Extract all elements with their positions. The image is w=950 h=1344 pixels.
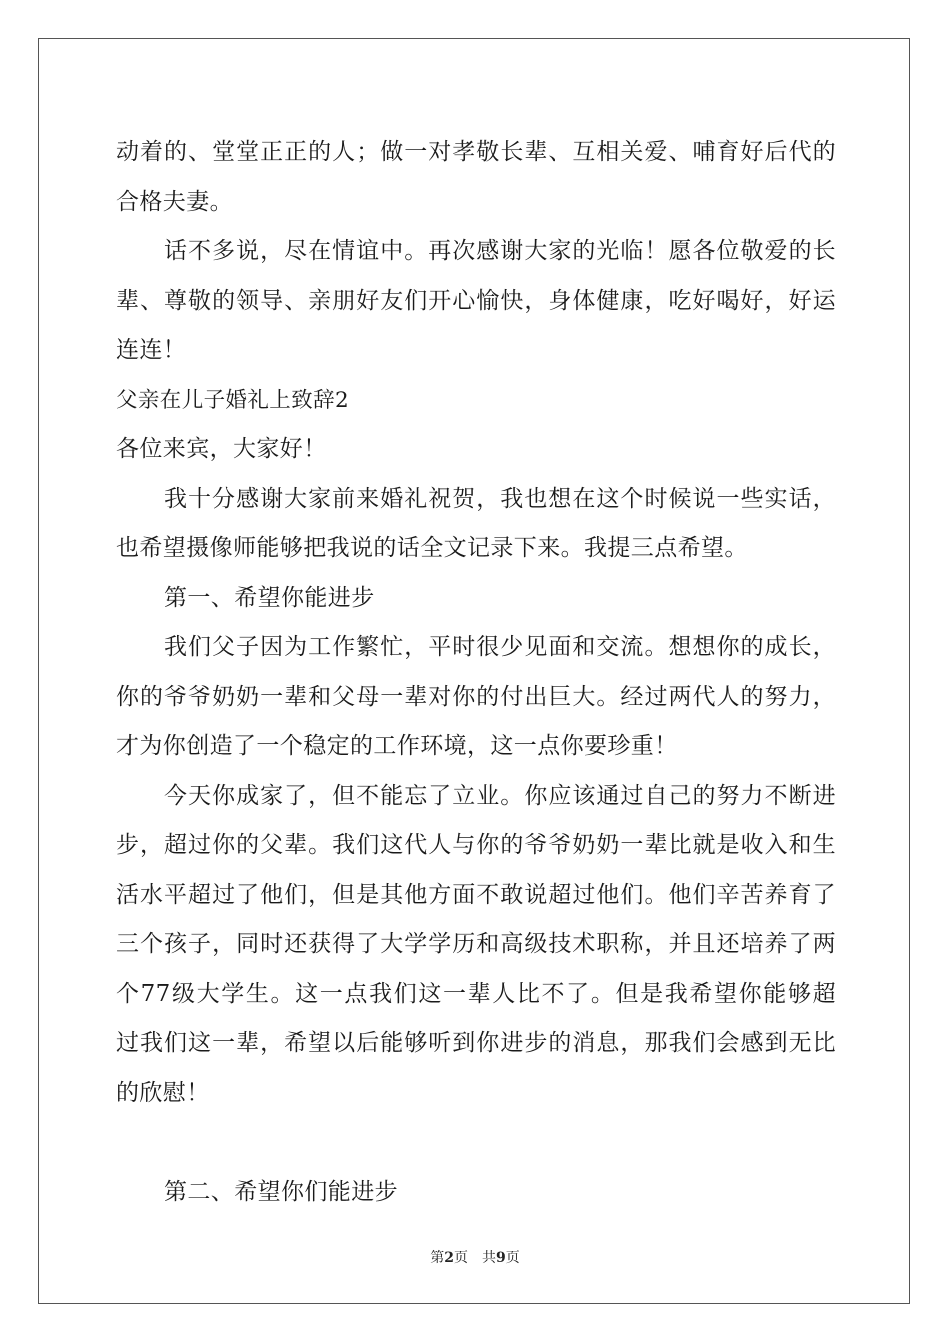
text-line: 也希望摄像师能够把我说的话全文记录下来。我提三点希望。 [116, 535, 748, 561]
text-line: 过我们这一辈，希望以后能够听到你进步的消息，那我们会感到无比 [116, 1030, 836, 1056]
text-line: 个77级大学生。这一点我们这一辈人比不了。但是我希望你能够超 [116, 980, 836, 1007]
point-heading: 第一、希望你能进步 [164, 584, 375, 611]
text-line: 连连！ [116, 337, 187, 363]
page-footer [0, 1247, 950, 1267]
text-line: 的欣慰！ [116, 1079, 210, 1106]
page-suffix: 页 [505, 1250, 520, 1266]
current-page-number: 2 [444, 1250, 454, 1266]
greeting: 各位来宾，大家好！ [116, 436, 327, 462]
page-separator: 页 共 [454, 1250, 496, 1266]
text-line: 才为你创造了一个稳定的工作环境，这一点你要珍重！ [116, 733, 678, 759]
point-heading: 第二、希望你们能进步 [164, 1178, 398, 1205]
text-line: 三个孩子，同时还获得了大学学历和高级技术职称，并且还培养了两 [116, 931, 836, 957]
text-line: 活水平超过了他们，但是其他方面不敢说超过他们。他们辛苦养育了 [116, 881, 836, 908]
page-prefix: 第 [430, 1250, 445, 1266]
section-title: 父亲在儿子婚礼上致辞2 [116, 387, 350, 413]
total-page-count: 9 [496, 1250, 506, 1266]
text-line: 动着的、堂堂正正的人；做一对孝敬长辈、互相关爱、哺育好后代的 [116, 139, 836, 165]
text-line: 步，超过你的父辈。我们这代人与你的爷爷奶奶一辈比就是收入和生 [116, 832, 836, 858]
paragraph-start: 我们父子因为工作繁忙，平时很少见面和交流。想想你的成长， [164, 634, 836, 660]
paragraph-start: 话不多说，尽在情谊中。再次感谢大家的光临！愿各位敬爱的长 [164, 238, 836, 264]
paragraph-start: 今天你成家了，但不能忘了立业。你应该通过自己的努力不断进 [164, 782, 836, 809]
paragraph-start: 我十分感谢大家前来婚礼祝贺，我也想在这个时候说一些实话， [164, 485, 836, 512]
text-line: 你的爷爷奶奶一辈和父母一辈对你的付出巨大。经过两代人的努力， [116, 683, 836, 710]
blank-line [116, 1118, 836, 1168]
text-line: 辈、尊敬的领导、亲朋好友们开心愉快，身体健康，吃好喝好，好运 [116, 287, 836, 314]
document-body [116, 128, 836, 1217]
text-line: 合格夫妻。 [116, 188, 233, 215]
